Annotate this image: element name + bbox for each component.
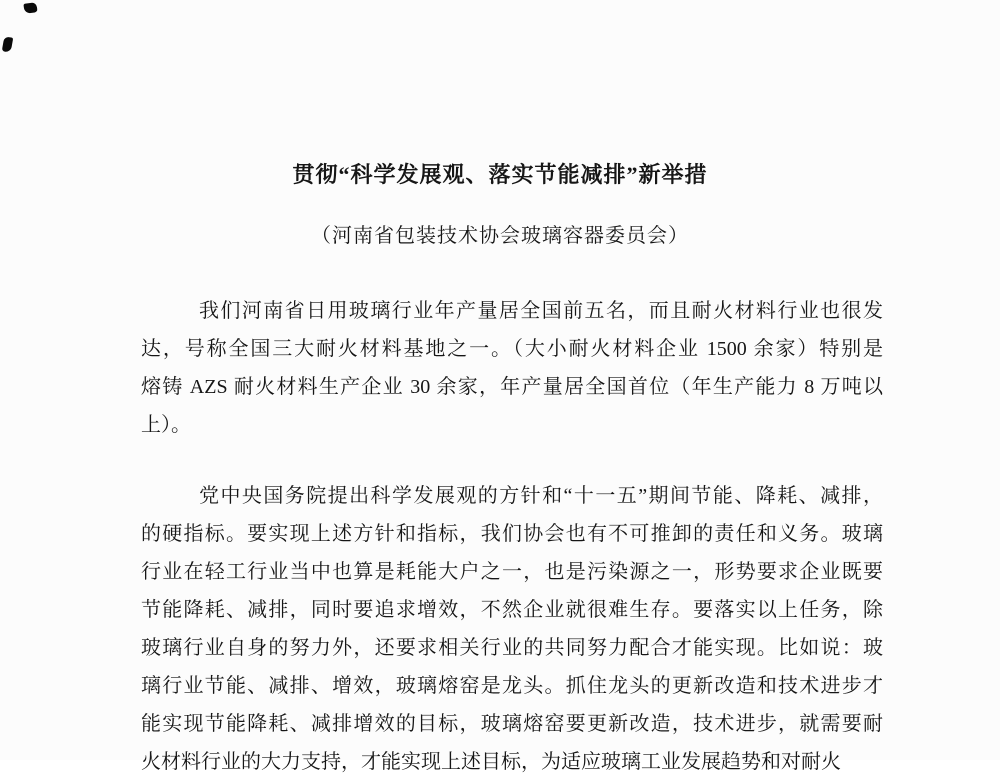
text-line: 能实现节能降耗、减排增效的目标，玻璃熔窑要更新改造，技术进步，就需要耐: [141, 713, 883, 735]
scan-ink-artifact: [2, 36, 13, 52]
paragraph: [141, 477, 883, 781]
text-line: 行业在轻工行业当中也算是耗能大户之一，也是污染源之一，形势要求企业既要: [141, 561, 883, 583]
document-title: 贯彻“科学发展观、落实节能减排”新举措: [292, 162, 708, 187]
text-line: 党中央国务院提出科学发展观的方针和“十一五”期间节能、降耗、减排，: [199, 485, 883, 507]
scan-ink-artifact: [23, 2, 37, 14]
text-line: 的硬指标。要实现上述方针和指标，我们协会也有不可推卸的责任和义务。玻璃: [141, 523, 883, 545]
text-line: 节能降耗、减排，同时要追求增效，不然企业就很难生存。要落实以上任务，除: [141, 599, 883, 621]
document-body: [141, 292, 883, 781]
paragraph: [141, 292, 883, 444]
document-subtitle: （河南省包装技术协会玻璃容器委员会）: [311, 225, 689, 247]
text-line: 玻璃行业自身的努力外，还要求相关行业的共同努力配合才能实现。比如说：玻: [141, 637, 883, 659]
text-line: 火材料行业的大力支持，才能实现上述目标，为适应玻璃工业发展趋势和对耐火: [141, 751, 841, 773]
text-line: 达，号称全国三大耐火材料基地之一。（大小耐火材料企业 1500 余家）特别是: [141, 338, 883, 360]
text-line: 上）。: [141, 414, 191, 436]
text-line: 熔铸 AZS 耐火材料生产企业 30 余家，年产量居全国首位（年生产能力 8 万吨以: [141, 376, 883, 398]
text-line: 璃行业节能、减排、增效，玻璃熔窑是龙头。抓住龙头的更新改造和技术进步才: [141, 675, 883, 697]
text-line: 我们河南省日用玻璃行业年产量居全国前五名，而且耐火材料行业也很发: [199, 300, 883, 322]
